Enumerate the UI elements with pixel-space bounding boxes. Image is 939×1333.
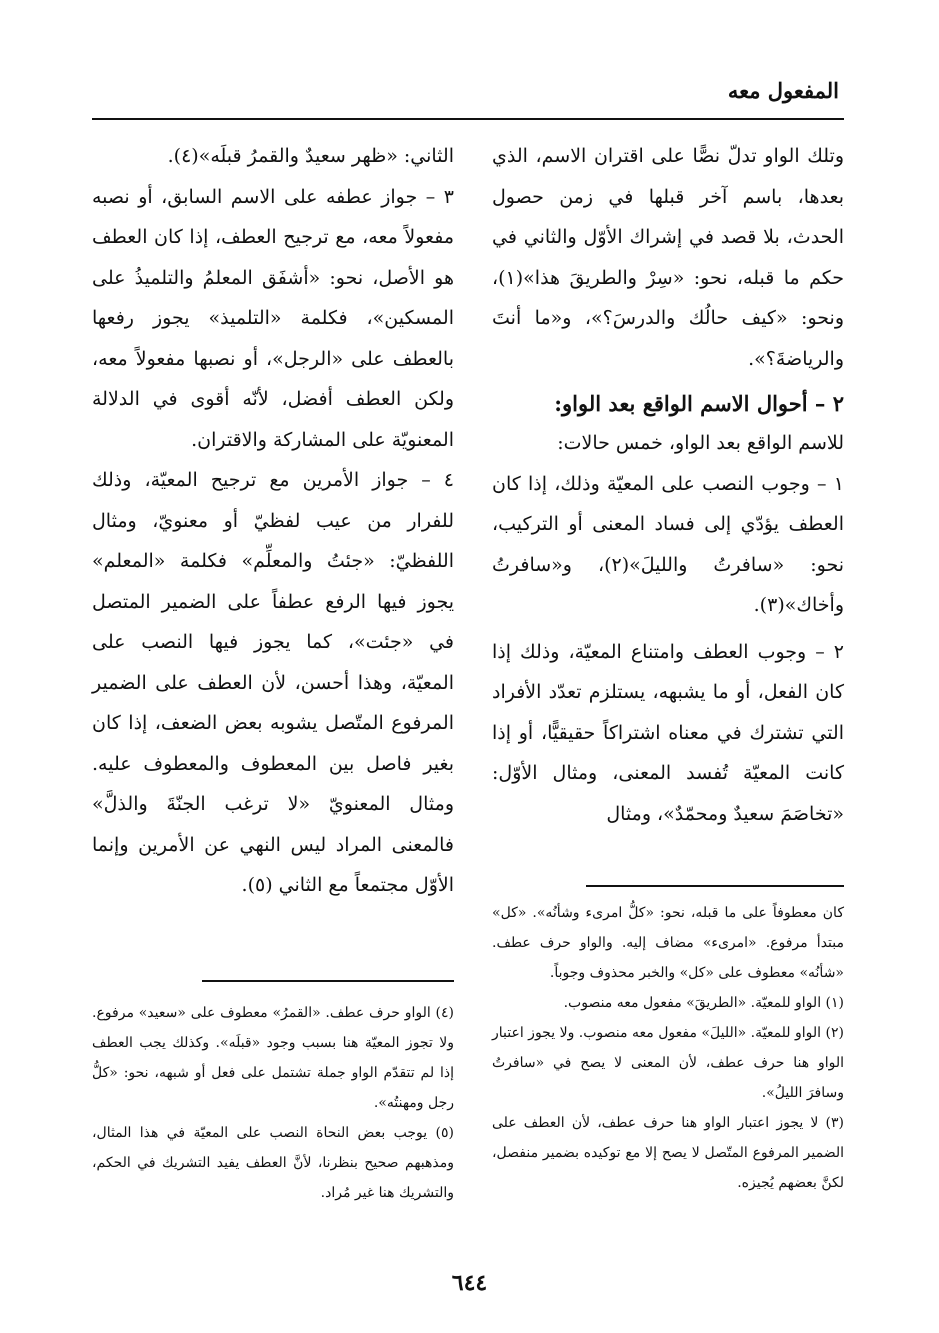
page-number: ٦٤٤ (451, 1270, 488, 1296)
section-heading: ٢ – أحوال الاسم الواقع بعد الواو: (554, 391, 844, 416)
footnote-5: (٥) يوجب بعض النحاة النصب على المعيّة في هذا المثال، ومذهبهم صحيح بنظرنا، لأنَّ العطف يفيد التشريك في الحكم، والتشريك هنا غير مُراد. (92, 1125, 454, 1201)
case-2-paragraph: ٢ – وجوب العطف وامتناع المعيّة، وذلك إذا كان الفعل، أو ما يشبهه، يستلزم تعدّد الأفراد التي تشترك في معناه اشتراكاً حقيقيًّا، أو إذا كانت المعيّة تُفسد المعنى، ومثال الأوّل: «تخاصَمَ سعيدٌ ومحمّدٌ»، ومثال (492, 640, 844, 825)
footnote-4: (٤) الواو حرف عطف. «القمرُ» معطوف على «سعيد» مرفوع. ولا تجوز المعيّة هنا بسبب وجود «قبلَه». وكذلك يجب العطف إذا لم تتقدّم الواو جملة تشتمل على فعل أو شبهه، نحو: «كلُّ رجل ومهنتُه». (92, 1005, 454, 1111)
continued-paragraph: الثاني: «ظهر سعيدٌ والقمرُ قبلَه»(٤). (167, 145, 454, 167)
footnote-rule-right (586, 885, 844, 887)
footnote-2: (٢) الواو للمعيّة. «الليلَ» مفعول معه منصوب. ولا يجوز اعتبار الواو هنا حرف عطف، لأن المعنى لا يصح في «سافرتُ وسافرَ الليلُ». (492, 1025, 844, 1101)
footnote-continuation: كان معطوفاً على ما قبله، نحو: «كلُّ امرىء وشأنُه». «كل» مبتدأ مرفوع. «امرىء» مضاف إليه. والواو حرف عطف. «شأنُه» معطوف على «كل» والخبر محذوف وجوباً. (492, 905, 844, 981)
right-column (492, 136, 844, 834)
case-4-paragraph: ٤ – جواز الأمرين مع ترجيح المعيّة، وذلك للفرار من عيب لفظيّ أو معنويّ، ومثال اللفظيّ: «جئتُ والمعلِّم» فكلمة «المعلم» يجوز فيها الرفع عطفاً على الضمير المتصل في «جئت»، كما يجوز فيها النصب على المعيّة، وهذا أحسن، لأن العطف على الضمير المرفوع المتّصل يشوبه بعض الضعف، إذا كان بغير فاصل بين المعطوف والمعطوف عليه. ومثال المعنويّ «لا ترغب الجنّةَ والذلَّ» فالمعنى المراد ليس النهي عن الأمرين وإنما الأوّل مجتمعاً مع الثاني (٥). (92, 469, 454, 896)
footnote-rule-left (202, 980, 454, 982)
case-1-paragraph: ١ – وجوب النصب على المعيّة وذلك، إذا كان العطف يؤدّي إلى فساد المعنى أو التركيب، نحو: «سافرتُ والليلَ»(٢)، و«سافرتُ وأخاك»(٣). (492, 472, 844, 616)
footnote-3: (٣) لا يجوز اعتبار الواو هنا حرف عطف، لأن العطف على الضمير المرفوع المتّصل لا يصح إلا مع توكيده بضمير منفصل، لكنَّ بعضهم يُجيزه. (492, 1115, 844, 1191)
cases-lead: للاسم الواقع بعد الواو، خمس حالات: (557, 432, 844, 454)
footnote-1: (١) الواو للمعيّة. «الطريقَ» مفعول معه منصوب. (563, 995, 844, 1011)
case-3-paragraph: ٣ – جواز عطفه على الاسم السابق، أو نصبه مفعولاً معه، مع ترجيح العطف، إذا كان العطف هو الأصل، نحو: «أشفَق المعلمُ والتلميذُ على المسكين»، فكلمة «التلميذ» يجوز رفعها بالعطف على «الرجل»، أو نصبها مفعولاً معه، ولكن العطف أفضل، لأنّه أقوى في الدلالة المعنويّة على المشاركة والاقتران. (92, 185, 454, 451)
left-column (92, 136, 454, 906)
intro-paragraph: وتلك الواو تدلّ نصًّا على اقتران الاسم، الذي بعدها، باسم آخر قبلها في زمن حصول الحدث، بلا قصد في إشراك الأوّل والثاني في حكم ما قبله، نحو: «سِرْ والطريقَ هذا»(١)، ونحو: «كيف حالُك والدرسَ؟»، و«ما أنتَ والرياضةَ؟». (492, 145, 844, 370)
footnotes-left (92, 998, 454, 1208)
header-rule (92, 118, 844, 120)
footnotes-right (492, 898, 844, 1198)
running-head-title: المفعول معه (727, 78, 839, 103)
